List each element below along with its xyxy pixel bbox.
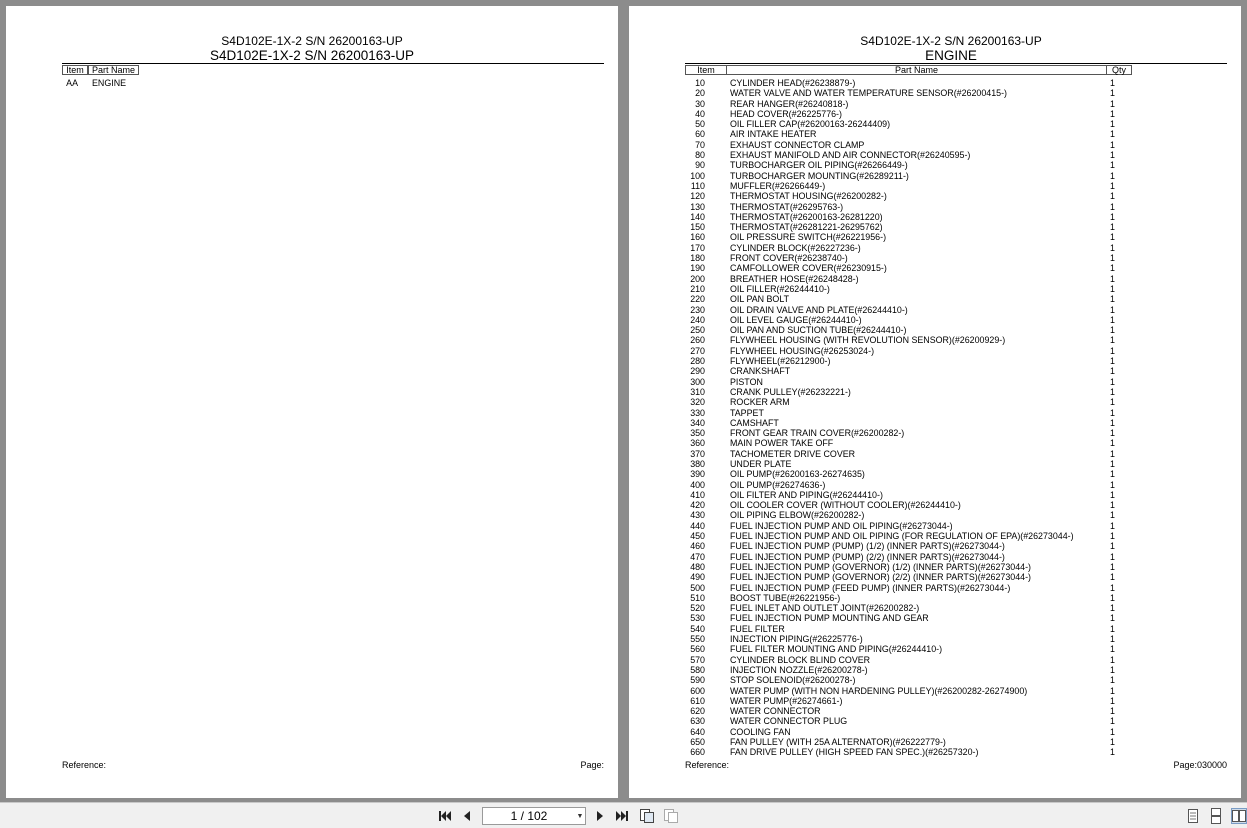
item-number: 100 — [690, 170, 705, 181]
table-row — [629, 377, 1241, 387]
table-row — [629, 727, 1241, 737]
item-number: 450 — [690, 531, 705, 542]
part-name: OIL FILLER CAP(#26200163-26244409) — [730, 119, 891, 130]
part-name: CRANKSHAFT — [730, 366, 791, 377]
quantity: 1 — [1110, 180, 1115, 191]
quantity: 1 — [1110, 108, 1115, 119]
item-number: 270 — [690, 345, 705, 356]
quantity: 1 — [1110, 747, 1115, 758]
part-name: TAPPET — [730, 407, 764, 418]
table-row — [629, 191, 1241, 201]
part-name: FLYWHEEL HOUSING (WITH REVOLUTION SENSOR)(#26200929-) — [730, 335, 1006, 346]
table-row — [629, 88, 1241, 98]
part-name: FRONT GEAR TRAIN COVER(#26200282-) — [730, 428, 905, 439]
table-row — [629, 521, 1241, 531]
title-rule — [685, 63, 1227, 64]
last-page-icon[interactable] — [614, 808, 630, 824]
item-number: 410 — [690, 489, 705, 500]
table-row — [629, 480, 1241, 490]
table-row — [629, 716, 1241, 726]
item-number: 80 — [695, 150, 705, 161]
part-name: CRANK PULLEY(#26232221-) — [730, 386, 851, 397]
item-number: 510 — [690, 592, 705, 603]
quantity: 1 — [1110, 139, 1115, 150]
table-row — [629, 346, 1241, 356]
item-number: 640 — [690, 726, 705, 737]
footer-page: Page: — [580, 760, 604, 770]
quantity: 1 — [1110, 253, 1115, 264]
table-row — [629, 552, 1241, 562]
part-name: WATER VALVE AND WATER TEMPERATURE SENSOR(#26200415-) — [730, 88, 1007, 99]
table-row — [629, 449, 1241, 459]
table-row — [629, 686, 1241, 696]
part-name: MAIN POWER TAKE OFF — [730, 438, 834, 449]
table-row — [629, 119, 1241, 129]
part-name: PISTON — [730, 376, 763, 387]
table-row — [629, 644, 1241, 654]
item-number: 520 — [690, 603, 705, 614]
column-header-part-name: Part Name — [88, 65, 139, 75]
table-row — [629, 541, 1241, 551]
quantity: 1 — [1110, 489, 1115, 500]
footer-reference: Reference: — [62, 760, 107, 770]
table-row — [629, 263, 1241, 273]
part-name: FUEL INJECTION PUMP (FEED PUMP) (INNER PARTS)(#26273044-) — [730, 582, 1011, 593]
item-number: 250 — [690, 325, 705, 336]
quantity: 1 — [1110, 325, 1115, 336]
item-number: 370 — [690, 448, 705, 459]
part-name: ROCKER ARM — [730, 397, 790, 408]
item-number: 420 — [690, 500, 705, 511]
part-name: FAN PULLEY (WITH 25A ALTERNATOR)(#26222779-) — [730, 737, 946, 747]
part-name: FUEL INJECTION PUMP AND OIL PIPING (FOR REGULATION OF EPA)(#26273044-) — [730, 531, 1074, 542]
quantity: 1 — [1110, 335, 1115, 346]
quantity: 1 — [1110, 283, 1115, 294]
part-name: FUEL INJECTION PUMP AND OIL PIPING(#26273044-) — [730, 520, 953, 531]
fit-width-icon[interactable] — [663, 808, 679, 824]
quantity: 1 — [1110, 150, 1115, 161]
quantity: 1 — [1110, 407, 1115, 418]
item-number: 240 — [690, 314, 705, 325]
item-number: 110 — [690, 180, 705, 191]
quantity: 1 — [1110, 572, 1115, 583]
quantity: 1 — [1110, 201, 1115, 212]
quantity: 1 — [1110, 211, 1115, 222]
item-number: 210 — [690, 283, 705, 294]
quantity: 1 — [1110, 273, 1115, 284]
item-number: 660 — [690, 747, 705, 758]
item-number: 570 — [690, 654, 705, 665]
quantity: 1 — [1110, 263, 1115, 274]
quantity: 1 — [1110, 551, 1115, 562]
page-title-line1: S4D102E-1X-2 S/N 26200163-UP — [221, 34, 403, 48]
item-number: 20 — [695, 88, 705, 99]
item-number: 10 — [695, 78, 705, 88]
fit-page-icon[interactable] — [639, 808, 655, 824]
item-number: 600 — [690, 685, 705, 696]
part-name: FAN DRIVE PULLEY (HIGH SPEED FAN SPEC.)(#26257320-) — [730, 747, 979, 758]
quantity: 1 — [1110, 644, 1115, 655]
left-page — [6, 6, 618, 798]
item-number: 200 — [690, 273, 705, 284]
table-row — [629, 171, 1241, 181]
item-number: 170 — [690, 242, 705, 253]
item-number: 430 — [690, 510, 705, 521]
quantity: 1 — [1110, 294, 1115, 305]
quantity: 1 — [1110, 531, 1115, 542]
item-number: 340 — [690, 417, 705, 428]
table-row — [629, 706, 1241, 716]
part-name: OIL PRESSURE SWITCH(#26221956-) — [730, 232, 887, 243]
column-header-item: Item — [62, 65, 88, 75]
quantity: 1 — [1110, 603, 1115, 614]
item-number: 590 — [690, 675, 705, 686]
part-name: INJECTION NOZZLE(#26200278-) — [730, 664, 868, 675]
quantity: 1 — [1110, 366, 1115, 377]
quantity: 1 — [1110, 716, 1115, 727]
part-name: FUEL INJECTION PUMP (GOVERNOR) (2/2) (INNER PARTS)(#26273044-) — [730, 572, 1031, 583]
item-number: 380 — [690, 458, 705, 469]
quantity: 1 — [1110, 386, 1115, 397]
single-page-view-icon[interactable] — [1185, 808, 1201, 824]
table-row — [629, 294, 1241, 304]
parts-list — [629, 78, 1241, 758]
item-number: 190 — [690, 263, 705, 274]
part-name: FUEL FILTER — [730, 623, 785, 634]
part-name: FUEL FILTER MOUNTING AND PIPING(#26244410-) — [730, 644, 943, 655]
item-number: 620 — [690, 706, 705, 717]
table-row — [629, 531, 1241, 541]
item-number: 400 — [690, 479, 705, 490]
quantity: 1 — [1110, 88, 1115, 99]
part-name: OIL DRAIN VALVE AND PLATE(#26244410-) — [730, 304, 908, 315]
part-name: CAMFOLLOWER COVER(#26230915-) — [730, 263, 887, 274]
quantity: 1 — [1110, 438, 1115, 449]
part-name: FLYWHEEL HOUSING(#26253024-) — [730, 345, 875, 356]
part-name: THERMOSTAT(#26295763-) — [730, 201, 844, 212]
table-row — [629, 212, 1241, 222]
quantity: 1 — [1110, 376, 1115, 387]
item-number: 50 — [695, 119, 705, 130]
item-number: 480 — [690, 561, 705, 572]
quantity: 1 — [1110, 448, 1115, 459]
quantity: 1 — [1110, 479, 1115, 490]
quantity: 1 — [1110, 654, 1115, 665]
part-name: WATER PUMP(#26274661-) — [730, 695, 843, 706]
two-page-view-icon[interactable] — [1231, 808, 1247, 824]
part-name: EXHAUST MANIFOLD AND AIR CONNECTOR(#26240595-) — [730, 150, 971, 161]
quantity: 1 — [1110, 304, 1115, 315]
item-number: 530 — [690, 613, 705, 624]
item-number: 280 — [690, 356, 705, 367]
item-number: 180 — [690, 253, 705, 264]
quantity: 1 — [1110, 726, 1115, 737]
quantity: 1 — [1110, 706, 1115, 717]
item-number: 120 — [690, 191, 705, 202]
table-row — [629, 572, 1241, 582]
quantity: 1 — [1110, 541, 1115, 552]
quantity: 1 — [1110, 613, 1115, 624]
right-page — [629, 6, 1241, 798]
part-name: THERMOSTAT(#26281221-26295762) — [730, 222, 883, 233]
table-row — [629, 109, 1241, 119]
item-number: 490 — [690, 572, 705, 583]
part-name: CYLINDER HEAD(#26238879-) — [730, 78, 856, 88]
table-row — [629, 696, 1241, 706]
quantity: 1 — [1110, 242, 1115, 253]
part-name: AIR INTAKE HEATER — [730, 129, 817, 140]
part-name: WATER CONNECTOR PLUG — [730, 716, 848, 727]
table-row — [629, 418, 1241, 428]
continuous-view-icon[interactable] — [1208, 808, 1224, 824]
table-row — [629, 243, 1241, 253]
part-name: BOOST TUBE(#26221956-) — [730, 592, 841, 603]
item-number: 650 — [690, 737, 705, 747]
part-name: FUEL INLET AND OUTLET JOINT(#26200282-) — [730, 603, 920, 614]
viewer-toolbar — [0, 802, 1247, 828]
item-number: 130 — [690, 201, 705, 212]
quantity: 1 — [1110, 129, 1115, 140]
item-number: 390 — [690, 469, 705, 480]
part-name: ENGINE — [92, 78, 127, 88]
item-number: 300 — [690, 376, 705, 387]
quantity: 1 — [1110, 160, 1115, 171]
part-name: CAMSHAFT — [730, 417, 779, 428]
table-row — [629, 366, 1241, 376]
chevron-down-icon: ▼ — [576, 812, 584, 820]
quantity: 1 — [1110, 510, 1115, 521]
part-name: OIL FILTER AND PIPING(#26244410-) — [730, 489, 883, 500]
table-row — [629, 624, 1241, 634]
table-row — [629, 593, 1241, 603]
part-name: WATER CONNECTOR — [730, 706, 821, 717]
table-row — [629, 129, 1241, 139]
table-row — [629, 150, 1241, 160]
quantity: 1 — [1110, 582, 1115, 593]
item-number: 360 — [690, 438, 705, 449]
item-number: 500 — [690, 582, 705, 593]
quantity: 1 — [1110, 500, 1115, 511]
quantity: 1 — [1110, 232, 1115, 243]
item-number: 330 — [690, 407, 705, 418]
quantity: 1 — [1110, 345, 1115, 356]
table-row — [629, 665, 1241, 675]
table-row — [629, 562, 1241, 572]
table-row — [629, 181, 1241, 191]
quantity: 1 — [1110, 119, 1115, 130]
table-row — [629, 490, 1241, 500]
table-row — [629, 232, 1241, 242]
table-row — [629, 315, 1241, 325]
quantity: 1 — [1110, 98, 1115, 109]
table-row — [629, 99, 1241, 109]
table-row — [629, 737, 1241, 747]
quantity: 1 — [1110, 469, 1115, 480]
prev-page-icon[interactable] — [459, 808, 475, 824]
table-row — [629, 613, 1241, 623]
table-row — [629, 747, 1241, 757]
table-row — [629, 305, 1241, 315]
page-number-select[interactable] — [482, 807, 586, 825]
item-number: 140 — [690, 211, 705, 222]
quantity: 1 — [1110, 458, 1115, 469]
part-name: OIL LEVEL GAUGE(#26244410-) — [730, 314, 862, 325]
table-row — [629, 387, 1241, 397]
table-row — [629, 140, 1241, 150]
table-row — [629, 253, 1241, 263]
part-name: EXHAUST CONNECTOR CLAMP — [730, 139, 865, 150]
item-number: 550 — [690, 634, 705, 645]
table-row — [629, 408, 1241, 418]
part-name: FLYWHEEL(#26212900-) — [730, 356, 831, 367]
part-name: CYLINDER BLOCK(#26227236-) — [730, 242, 861, 253]
part-name: REAR HANGER(#26240818-) — [730, 98, 849, 109]
parts-list — [6, 78, 618, 88]
table-row — [629, 397, 1241, 407]
part-name: MUFFLER(#26266449-) — [730, 180, 826, 191]
item-number: AA — [66, 78, 78, 88]
table-row — [629, 510, 1241, 520]
part-name: TACHOMETER DRIVE COVER — [730, 448, 856, 459]
table-row — [629, 356, 1241, 366]
quantity: 1 — [1110, 356, 1115, 367]
table-row — [629, 284, 1241, 294]
column-header-item: Item — [685, 65, 727, 75]
table-row — [629, 222, 1241, 232]
item-number: 290 — [690, 366, 705, 377]
column-header-part-name: Part Name — [726, 65, 1107, 75]
table-row — [629, 634, 1241, 644]
quantity: 1 — [1110, 737, 1115, 747]
part-name: OIL COOLER COVER (WITHOUT COOLER)(#26244410-) — [730, 500, 961, 511]
table-row — [629, 469, 1241, 479]
part-name: COOLING FAN — [730, 726, 791, 737]
table-row — [629, 325, 1241, 335]
part-name: INJECTION PIPING(#26225776-) — [730, 634, 863, 645]
part-name: FUEL INJECTION PUMP MOUNTING AND GEAR — [730, 613, 929, 624]
quantity: 1 — [1110, 397, 1115, 408]
part-name: OIL PAN AND SUCTION TUBE(#26244410-) — [730, 325, 907, 336]
item-number: 560 — [690, 644, 705, 655]
item-number: 90 — [695, 160, 705, 171]
quantity: 1 — [1110, 634, 1115, 645]
table-row — [629, 459, 1241, 469]
table-row — [629, 274, 1241, 284]
table-row — [629, 78, 1241, 88]
page-title-line2: ENGINE — [925, 48, 977, 63]
quantity: 1 — [1110, 685, 1115, 696]
item-number: 70 — [695, 139, 705, 150]
part-name: FUEL INJECTION PUMP (PUMP) (2/2) (INNER PARTS)(#26273044-) — [730, 551, 1005, 562]
part-name: FUEL INJECTION PUMP (GOVERNOR) (1/2) (INNER PARTS)(#26273044-) — [730, 561, 1031, 572]
quantity: 1 — [1110, 520, 1115, 531]
footer-reference: Reference: — [685, 760, 730, 770]
item-number: 60 — [695, 129, 705, 140]
part-name: STOP SOLENOID(#26200278-) — [730, 675, 856, 686]
table-row — [629, 583, 1241, 593]
quantity: 1 — [1110, 417, 1115, 428]
title-rule — [62, 63, 604, 64]
quantity: 1 — [1110, 314, 1115, 325]
item-number: 260 — [690, 335, 705, 346]
item-number: 440 — [690, 520, 705, 531]
table-row — [629, 428, 1241, 438]
quantity: 1 — [1110, 623, 1115, 634]
item-number: 230 — [690, 304, 705, 315]
part-name: CYLINDER BLOCK BLIND COVER — [730, 654, 871, 665]
table-row — [629, 603, 1241, 613]
table-row — [629, 438, 1241, 448]
page-title-line1: S4D102E-1X-2 S/N 26200163-UP — [860, 34, 1042, 48]
item-number: 350 — [690, 428, 705, 439]
part-name: FUEL INJECTION PUMP (PUMP) (1/2) (INNER PARTS)(#26273044-) — [730, 541, 1005, 552]
page-indicator: 1 / 102 — [510, 809, 548, 823]
table-row — [629, 500, 1241, 510]
item-number: 540 — [690, 623, 705, 634]
item-number: 40 — [695, 108, 705, 119]
quantity: 1 — [1110, 664, 1115, 675]
part-name: OIL PAN BOLT — [730, 294, 790, 305]
item-number: 610 — [690, 695, 705, 706]
item-number: 630 — [690, 716, 705, 727]
table-row — [629, 335, 1241, 345]
quantity: 1 — [1110, 561, 1115, 572]
first-page-icon[interactable] — [437, 808, 453, 824]
item-number: 580 — [690, 664, 705, 675]
quantity: 1 — [1110, 170, 1115, 181]
part-name: FRONT COVER(#26238740-) — [730, 253, 848, 264]
next-page-icon[interactable] — [592, 808, 608, 824]
part-name: HEAD COVER(#26225776-) — [730, 108, 842, 119]
page-title-line2: S4D102E-1X-2 S/N 26200163-UP — [209, 48, 415, 63]
part-name: UNDER PLATE — [730, 458, 792, 469]
part-name: TURBOCHARGER MOUNTING(#26289211-) — [730, 170, 909, 181]
quantity: 1 — [1110, 78, 1115, 88]
table-row — [629, 675, 1241, 685]
quantity: 1 — [1110, 191, 1115, 202]
part-name: THERMOSTAT HOUSING(#26200282-) — [730, 191, 887, 202]
part-name: BREATHER HOSE(#26248428-) — [730, 273, 859, 284]
quantity: 1 — [1110, 695, 1115, 706]
item-number: 320 — [690, 397, 705, 408]
table-row — [629, 202, 1241, 212]
table-row — [629, 655, 1241, 665]
part-name: OIL PUMP(#26200163-26274635) — [730, 469, 865, 480]
item-number: 460 — [690, 541, 705, 552]
item-number: 160 — [690, 232, 705, 243]
quantity: 1 — [1110, 675, 1115, 686]
quantity: 1 — [1110, 222, 1115, 233]
quantity: 1 — [1110, 428, 1115, 439]
part-name: WATER PUMP (WITH NON HARDENING PULLEY)(#26200282-26274900) — [730, 685, 1028, 696]
part-name: TURBOCHARGER OIL PIPING(#26266449-) — [730, 160, 908, 171]
footer-page: Page:030000 — [1173, 760, 1227, 770]
item-number: 470 — [690, 551, 705, 562]
part-name: OIL FILLER(#26244410-) — [730, 283, 830, 294]
item-number: 150 — [690, 222, 705, 233]
item-number: 310 — [690, 386, 705, 397]
item-number: 30 — [695, 98, 705, 109]
column-header-qty: Qty — [1106, 65, 1132, 75]
item-number: 220 — [690, 294, 705, 305]
part-name: OIL PIPING ELBOW(#26200282-) — [730, 510, 865, 521]
quantity: 1 — [1110, 592, 1115, 603]
part-name: OIL PUMP(#26274636-) — [730, 479, 826, 490]
part-name: THERMOSTAT(#26200163-26281220) — [730, 211, 883, 222]
table-row — [629, 160, 1241, 170]
table-row — [6, 78, 618, 88]
